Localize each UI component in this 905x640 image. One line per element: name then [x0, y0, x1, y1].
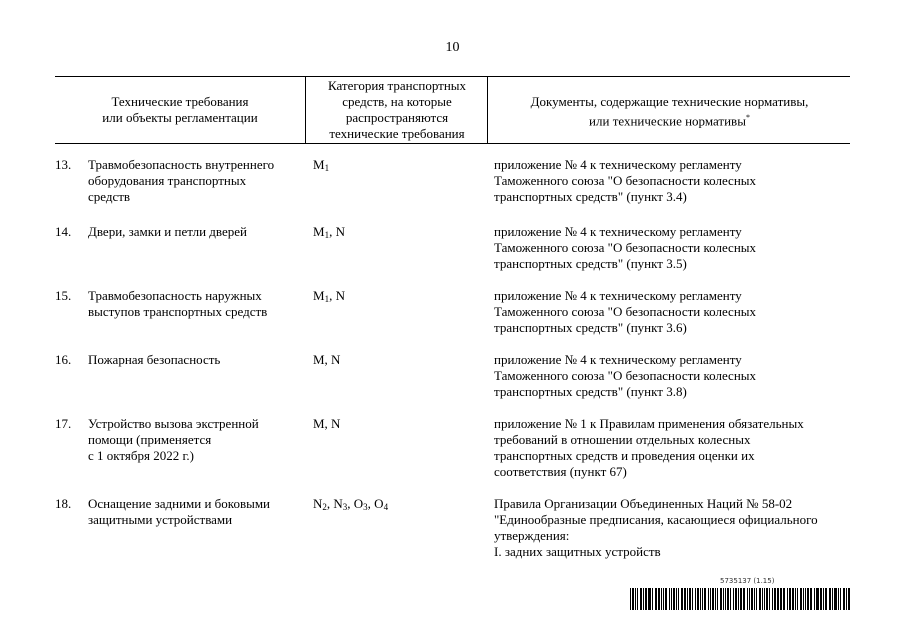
barcode-bar — [816, 588, 819, 610]
barcode-bar — [789, 588, 791, 610]
barcode-bar — [730, 588, 731, 610]
requirement-line: с 1 октября 2022 г.) — [88, 448, 194, 463]
header-documents — [492, 94, 847, 129]
barcode-bar — [797, 588, 798, 610]
requirement-line: помощи (применяется — [88, 432, 212, 447]
barcode-bar — [692, 588, 693, 610]
requirement-line: выступов транспортных средств — [88, 304, 268, 319]
header-line: технические требования — [329, 126, 465, 141]
table-top-rule — [55, 76, 850, 77]
document-cell — [494, 352, 854, 400]
barcode-bar — [655, 588, 657, 610]
barcode-bar — [663, 588, 664, 610]
requirement-cell — [88, 224, 298, 240]
barcode-bar — [669, 588, 670, 610]
barcode-bar — [795, 588, 796, 610]
document-cell — [494, 496, 854, 560]
document-line: Правила Организации Объединенных Наций № 58-02 — [494, 496, 793, 511]
requirement-cell — [88, 157, 298, 205]
header-line: Категория транспортных — [327, 78, 467, 93]
barcode-bar — [665, 588, 667, 610]
document-line: Таможенного союза "О безопасности колесных — [494, 240, 757, 255]
barcode-bar — [632, 588, 634, 610]
document-line: утверждения: — [494, 528, 570, 543]
barcode-bar — [792, 588, 794, 610]
document-line: транспортных средств" (пункт 3.5) — [494, 256, 687, 271]
barcode-bar — [671, 588, 672, 610]
document-line: Таможенного союза "О безопасности колесных — [494, 368, 757, 383]
document-line: Таможенного союза "О безопасности колесных — [494, 304, 757, 319]
barcode-bar — [751, 588, 753, 610]
barcode-bar — [800, 588, 802, 610]
barcode-bar — [712, 588, 714, 610]
barcode-bar — [702, 588, 703, 610]
barcode-bar — [708, 588, 709, 610]
requirement-line: Травмобезопасность внутреннего — [88, 157, 275, 172]
barcode-bar — [640, 588, 642, 610]
barcode-bar — [772, 588, 773, 610]
barcode-bar — [735, 588, 737, 610]
requirement-line: средств — [88, 189, 131, 204]
barcode-bar — [645, 588, 647, 610]
barcode-bar — [774, 588, 776, 610]
document-line: I. задних защитных устройств — [494, 544, 661, 559]
barcode-bar — [715, 588, 716, 610]
barcode-bar — [720, 588, 722, 610]
barcode-bar — [749, 588, 750, 610]
barcode-bar — [738, 588, 739, 610]
barcode-bar — [743, 588, 745, 610]
page-number: 10 — [445, 40, 460, 55]
barcode-bar — [747, 588, 748, 610]
barcode-bar — [630, 588, 631, 610]
document-line: транспортных средств" (пункт 3.8) — [494, 384, 687, 399]
barcode-bar — [764, 588, 765, 610]
category-cell: M, N — [313, 416, 341, 431]
barcode-bar — [723, 588, 724, 610]
header-line: или объекты регламентации — [102, 110, 258, 125]
barcode-bar — [700, 588, 701, 610]
category-cell: $N_2$, $N_3$, $O_3$, $O_4$ — [313, 496, 389, 512]
row-number: 15. — [55, 288, 72, 303]
header-line: распространяются — [345, 110, 449, 125]
barcode-bar — [825, 588, 827, 610]
barcode-bar — [687, 588, 688, 610]
document-line: Таможенного союза "О безопасности колесных — [494, 173, 757, 188]
requirement-line: Пожарная безопасность — [88, 352, 221, 367]
barcode-bar — [769, 588, 770, 610]
barcode-bar — [658, 588, 660, 610]
barcode-bar — [756, 588, 757, 610]
barcode-bar — [725, 588, 726, 610]
barcode-bar — [635, 588, 636, 610]
barcode-bar — [820, 588, 822, 610]
document-line: приложение № 4 к техническому регламенту — [494, 352, 742, 367]
header-divider-2 — [487, 76, 488, 143]
document-line: требований в отношении отдельных колесных — [494, 432, 751, 447]
barcode-bar — [766, 588, 768, 610]
barcode-bar — [814, 588, 815, 610]
document-line: приложение № 4 к техническому регламенту — [494, 288, 742, 303]
footnote-mark: * — [745, 113, 750, 122]
barcode-bar — [787, 588, 788, 610]
row-number: 13. — [55, 157, 72, 172]
requirement-line: Оснащение задними и боковыми — [88, 496, 270, 511]
barcode-bar — [829, 588, 831, 610]
barcode-bar — [684, 588, 686, 610]
barcode-bar — [727, 588, 729, 610]
document-line: приложение № 1 к Правилам применения обязательных — [494, 416, 804, 431]
barcode-bar — [717, 588, 718, 610]
barcode-bar — [838, 588, 839, 610]
row-number: 14. — [55, 224, 72, 239]
header-bottom-rule — [55, 143, 850, 144]
barcode-bar — [704, 588, 706, 610]
header-line: или технические нормативы* — [589, 113, 750, 129]
barcode-bar — [661, 588, 662, 610]
barcode-bar — [803, 588, 804, 610]
barcode-bar — [848, 588, 850, 610]
barcode-bar — [648, 588, 651, 610]
barcode-bar — [805, 588, 806, 610]
requirement-line: Двери, замки и петли дверей — [88, 224, 247, 239]
document-line: транспортных средств и проведения оценки их — [494, 448, 755, 463]
barcode-bar — [695, 588, 696, 610]
document-cell — [494, 224, 854, 272]
header-line: Документы, содержащие технические нормативы, — [530, 94, 809, 109]
barcode-bar — [673, 588, 675, 610]
header-requirements — [60, 94, 300, 126]
barcode-bar — [780, 588, 782, 610]
document-line: приложение № 4 к техническому регламенту — [494, 224, 742, 239]
barcode-bar — [840, 588, 841, 610]
barcode-caption: 5735137 (1.15) — [720, 577, 775, 585]
barcode-bar — [754, 588, 755, 610]
barcode-bar — [846, 588, 847, 610]
barcode-bar — [678, 588, 679, 610]
category-cell: M, N — [313, 352, 341, 367]
requirement-line: Травмобезопасность наружных — [88, 288, 262, 303]
requirement-cell — [88, 288, 298, 320]
document-cell — [494, 157, 854, 205]
requirement-line: оборудования транспортных — [88, 173, 247, 188]
requirement-line: Устройство вызова экстренной — [88, 416, 259, 431]
barcode-bar — [843, 588, 845, 610]
barcode-bar — [762, 588, 763, 610]
document-line: транспортных средств" (пункт 3.6) — [494, 320, 687, 335]
barcode-bar — [733, 588, 734, 610]
document-cell — [494, 288, 854, 336]
document-line: приложение № 4 к техническому регламенту — [494, 157, 742, 172]
requirement-line: защитными устройствами — [88, 512, 233, 527]
header-line: Технические требования — [111, 94, 249, 109]
requirement-cell — [88, 496, 298, 528]
barcode-bar — [823, 588, 824, 610]
requirement-cell — [88, 352, 298, 368]
row-number: 16. — [55, 352, 72, 367]
row-number: 18. — [55, 496, 72, 511]
barcode-bar — [637, 588, 638, 610]
category-cell: $M_1$, N — [313, 288, 345, 304]
barcode-bar — [689, 588, 691, 610]
barcode-bar — [832, 588, 833, 610]
barcode-bar — [681, 588, 683, 610]
barcode-bar — [759, 588, 761, 610]
header-vehicle-category — [308, 78, 486, 142]
barcode-bar — [810, 588, 812, 610]
barcode-bar — [710, 588, 711, 610]
barcode-image — [630, 588, 852, 610]
document-line: "Единообразные предписания, касающиеся официального — [494, 512, 818, 527]
requirement-cell — [88, 416, 298, 464]
document-line: транспортных средств" (пункт 3.4) — [494, 189, 687, 204]
header-divider-1 — [305, 76, 306, 143]
barcode-bar — [676, 588, 677, 610]
barcode-bar — [807, 588, 809, 610]
category-cell: $M_1$, N — [313, 224, 345, 240]
header-line: средств, на которые — [342, 94, 452, 109]
barcode-bar — [652, 588, 653, 610]
barcode-bar — [777, 588, 779, 610]
barcode-bar — [697, 588, 699, 610]
row-number: 17. — [55, 416, 72, 431]
barcode-bar — [783, 588, 785, 610]
category-cell: $M_1$ — [313, 157, 330, 173]
document-line: соответствия (пункт 67) — [494, 464, 627, 479]
barcode-bar — [740, 588, 742, 610]
document-cell — [494, 416, 854, 480]
barcode-bar — [643, 588, 644, 610]
barcode-bar — [834, 588, 837, 610]
